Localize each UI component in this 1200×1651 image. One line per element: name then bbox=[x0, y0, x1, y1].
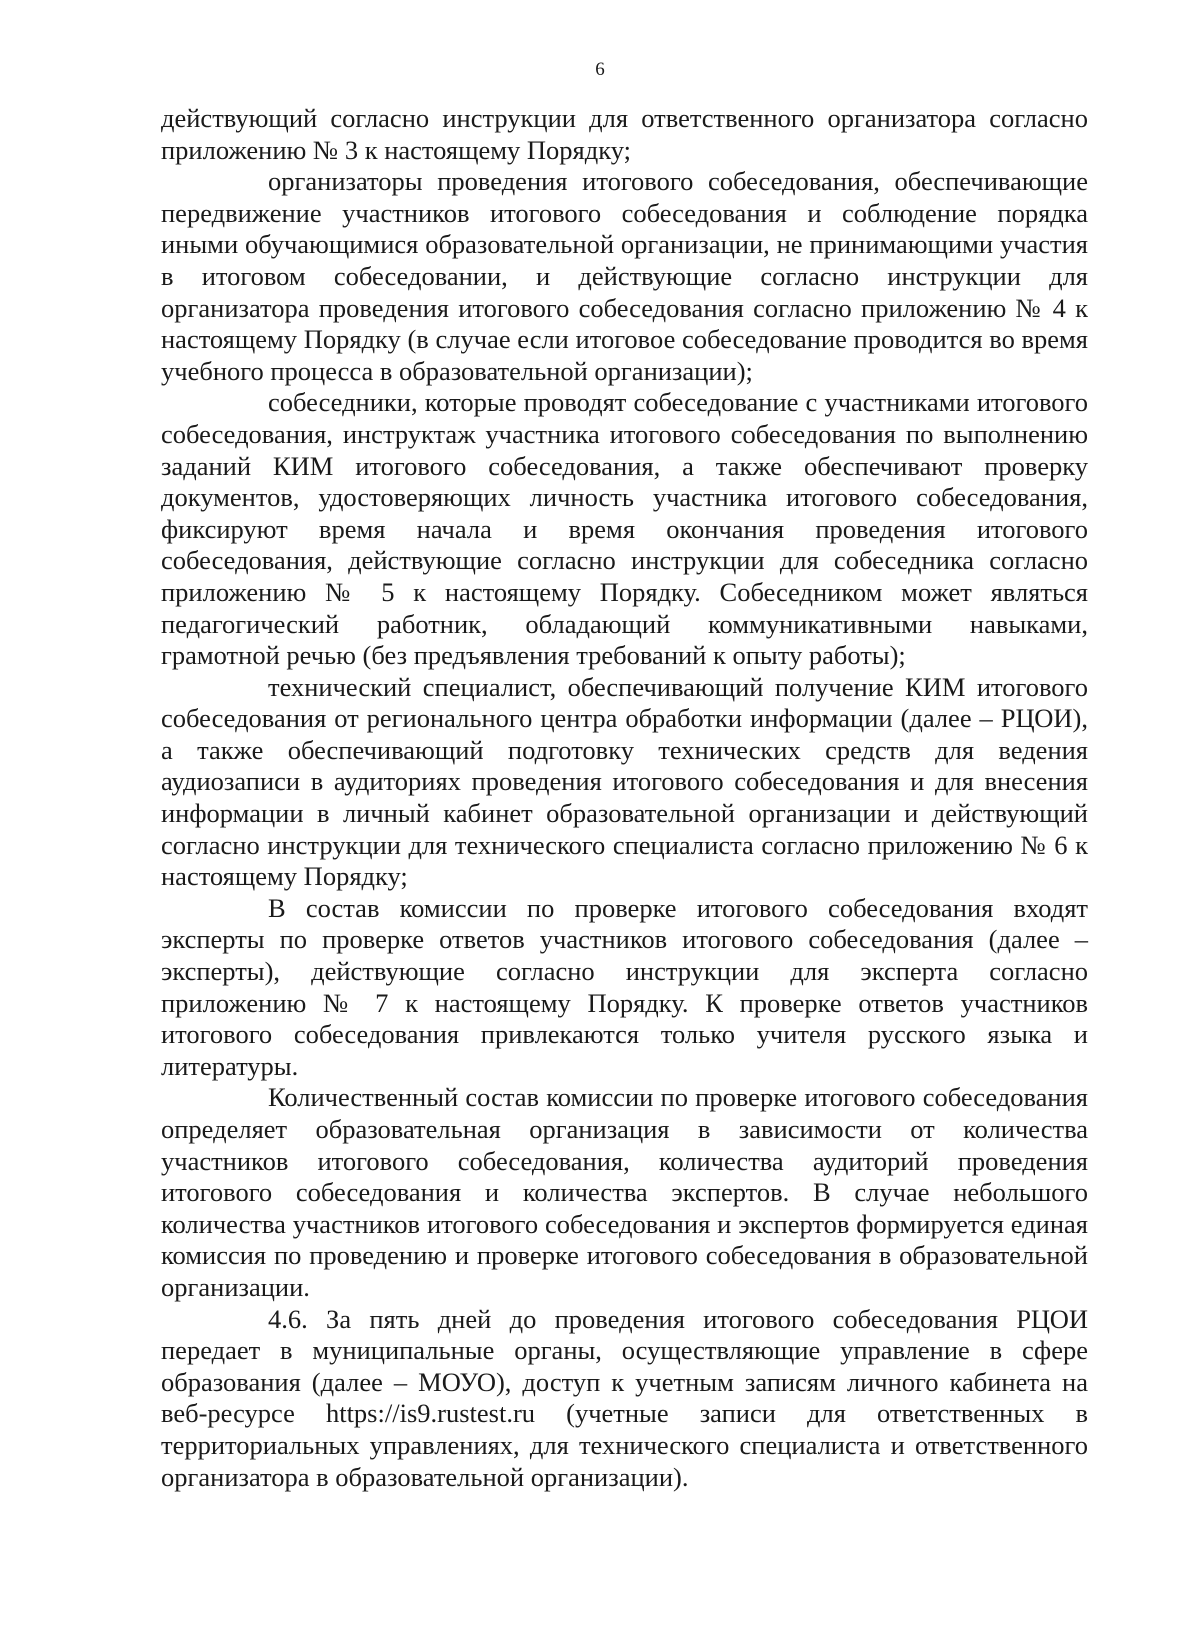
paragraph-interlocutors: собеседники, которые проводят собеседование с участниками итогового собеседования, инструктаж участника итогового собеседования по выполнению заданий КИМ итогового собеседования, а также обеспечивают проверку документов, удостоверяющих личность участника итогового собеседования, фиксируют время начала и время окончания проведения итогового собеседования, действующие согласно инструкции для собеседника согласно приложению № 5 к настоящему Порядку. Собеседником может являться педагогический работник, обладающий коммуникативными навыками, грамотной речью (без предъявления требований к опыту работы); bbox=[161, 387, 1088, 671]
document-body bbox=[161, 103, 1088, 1493]
paragraph-section-4-6: 4.6. За пять дней до проведения итогового собеседования РЦОИ передает в муниципальные органы, осуществляющие управление в сфере образования (далее – МОУО), доступ к учетным записям личного кабинета на веб-ресурсе https://is9.rustest.ru (учетные записи для ответственных в территориальных управлениях, для технического специалиста и ответственного организатора в образовательной организации). bbox=[161, 1303, 1088, 1492]
paragraph-commission-experts: В состав комиссии по проверке итогового собеседования входят эксперты по проверке ответов участников итогового собеседования (далее – эксперты), действующие согласно инструкции для эксперта согласно приложению № 7 к настоящему Порядку. К проверке ответов участников итогового собеседования привлекаются только учителя русского языка и литературы. bbox=[161, 892, 1088, 1081]
paragraph-commission-size: Количественный состав комиссии по проверке итогового собеседования определяет образовательная организация в зависимости от количества участников итогового собеседования, количества аудиторий проведения итогового собеседования и количества экспертов. В случае небольшого количества участников итогового собеседования и экспертов формируется единая комиссия по проведению и проверке итогового собеседования в образовательной организации. bbox=[161, 1082, 1088, 1302]
paragraph-responsible-organizer-continuation: действующий согласно инструкции для ответственного организатора согласно приложению № 3 к настоящему Порядку; bbox=[161, 103, 1088, 165]
page-number: 6 bbox=[595, 59, 605, 80]
paragraph-organizers: организаторы проведения итогового собеседования, обеспечивающие передвижение участников итогового собеседования и соблюдение порядка иными обучающимися образовательной организации, не принимающими участия в итоговом собеседовании, и действующие согласно инструкции для организатора проведения итогового собеседования согласно приложению № 4 к настоящему Порядку (в случае если итоговое собеседование проводится во время учебного процесса в образовательной организации); bbox=[161, 166, 1088, 386]
paragraph-technical-specialist: технический специалист, обеспечивающий получение КИМ итогового собеседования от регионального центра обработки информации (далее – РЦОИ), а также обеспечивающий подготовку технических средств для ведения аудиозаписи в аудиториях проведения итогового собеседования и для внесения информации в личный кабинет образовательной организации и действующий согласно инструкции для технического специалиста согласно приложению № 6 к настоящему Порядку; bbox=[161, 671, 1088, 892]
